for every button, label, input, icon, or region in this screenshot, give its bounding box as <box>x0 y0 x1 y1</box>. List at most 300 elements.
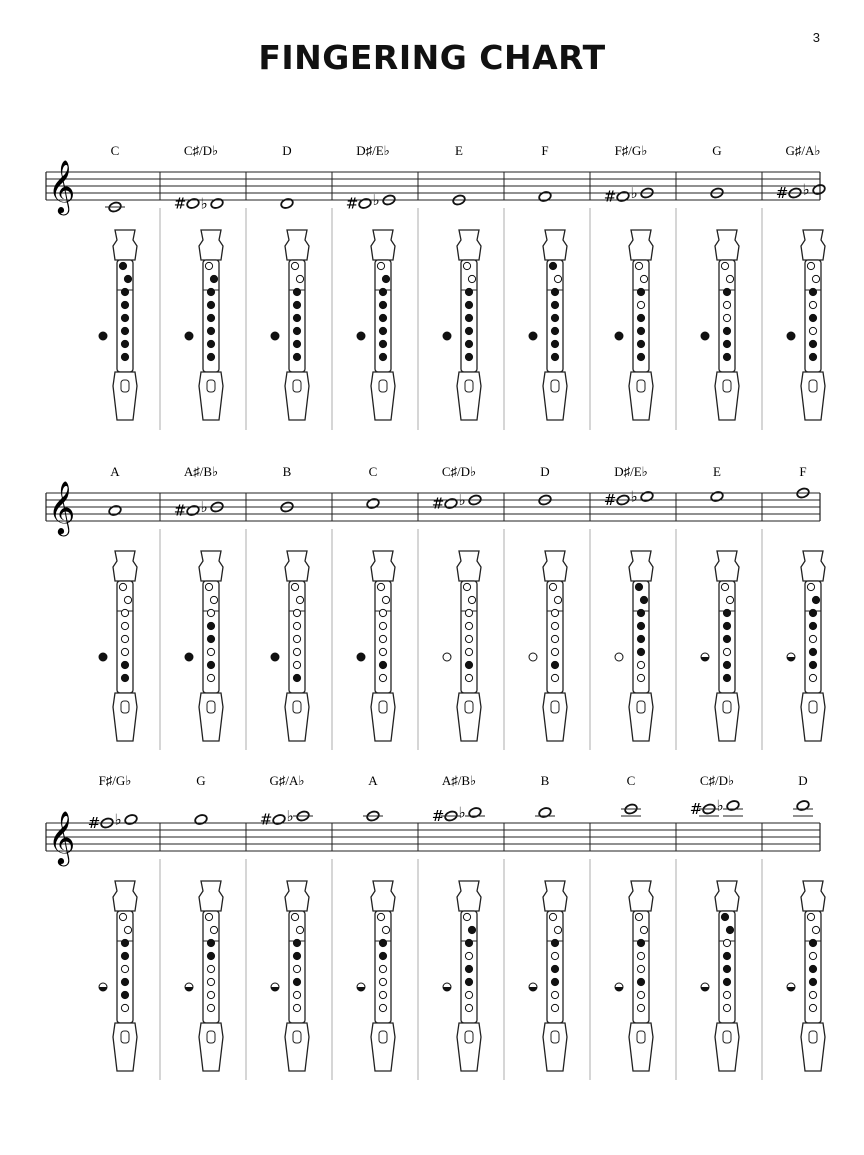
hole-open <box>551 648 558 655</box>
recorder-window <box>379 701 387 713</box>
hole-open <box>551 1004 558 1011</box>
hole-closed <box>637 978 644 985</box>
hole-closed <box>809 965 816 972</box>
hole-closed <box>723 965 730 972</box>
hole-open <box>465 635 472 642</box>
recorder-foot <box>715 693 739 741</box>
whole-note <box>640 491 654 503</box>
hole-closed <box>121 314 128 321</box>
sharp-symbol: # <box>431 807 445 825</box>
recorder-diagram <box>529 551 567 741</box>
hole-open <box>465 609 472 616</box>
hole-closed <box>207 314 214 321</box>
hole-closed <box>551 939 558 946</box>
recorder-window <box>465 701 473 713</box>
recorder-foot <box>543 1023 567 1071</box>
whole-note <box>124 814 138 826</box>
hole-open <box>291 913 298 920</box>
hole-open <box>296 275 303 282</box>
recorder-foot <box>113 1023 137 1071</box>
thumb-hole-closed <box>357 332 365 340</box>
hole-closed <box>293 340 300 347</box>
sharp-symbol: # <box>173 501 187 520</box>
hole-open <box>121 609 128 616</box>
hole-closed <box>640 596 647 603</box>
thumb-hole-closed <box>185 332 193 340</box>
recorder-diagram <box>357 551 395 741</box>
recorder-foot <box>199 1023 223 1071</box>
hole-open <box>205 913 212 920</box>
recorder-diagram <box>701 230 739 420</box>
note-label: C♯/D♭ <box>183 143 219 158</box>
hole-open <box>463 913 470 920</box>
whole-note <box>444 498 458 510</box>
thumb-hole-closed <box>701 332 709 340</box>
treble-clef: 𝄞 <box>48 810 76 864</box>
recorder-window <box>723 1031 731 1043</box>
note-label: F <box>541 143 549 158</box>
hole-closed <box>121 301 128 308</box>
hole-open <box>551 991 558 998</box>
note-label: D <box>798 773 808 788</box>
recorder-foot <box>113 693 137 741</box>
hole-open <box>812 926 819 933</box>
hole-closed <box>637 314 644 321</box>
hole-open <box>551 622 558 629</box>
hole-open <box>291 583 298 590</box>
hole-open <box>377 262 384 269</box>
hole-open <box>293 1004 300 1011</box>
hole-open <box>637 1004 644 1011</box>
hole-closed <box>549 262 556 269</box>
hole-open <box>293 648 300 655</box>
hole-open <box>726 275 733 282</box>
hole-closed <box>465 340 472 347</box>
whole-note <box>616 191 630 203</box>
recorder-diagram <box>615 230 653 420</box>
recorder-diagram <box>615 881 653 1071</box>
hole-closed <box>379 952 386 959</box>
hole-closed <box>637 288 644 295</box>
hole-closed <box>121 978 128 985</box>
hole-closed <box>726 926 733 933</box>
hole-closed <box>121 340 128 347</box>
recorder-window <box>207 380 215 392</box>
recorder-diagram <box>185 881 223 1071</box>
hole-closed <box>207 301 214 308</box>
hole-closed <box>637 609 644 616</box>
recorder-diagram <box>99 230 137 420</box>
hole-open <box>207 978 214 985</box>
recorder-foot <box>285 372 309 420</box>
sharp-symbol: # <box>259 810 273 829</box>
recorder-window <box>293 701 301 713</box>
recorder-head <box>285 230 309 260</box>
hole-open <box>551 952 558 959</box>
hole-open <box>296 596 303 603</box>
hole-open <box>723 314 730 321</box>
recorder-head <box>543 551 567 581</box>
recorder-foot <box>457 693 481 741</box>
recorder-window <box>207 701 215 713</box>
hole-open <box>809 635 816 642</box>
hole-open <box>721 262 728 269</box>
hole-open <box>291 262 298 269</box>
hole-closed <box>551 288 558 295</box>
recorder-diagram <box>271 551 309 741</box>
hole-open <box>377 913 384 920</box>
recorder-foot <box>285 1023 309 1071</box>
note-label: A♯/B♭ <box>441 773 477 788</box>
hole-closed <box>723 661 730 668</box>
hole-open <box>640 275 647 282</box>
recorder-head <box>113 881 137 911</box>
note-label: B <box>282 464 292 479</box>
recorder-window <box>723 380 731 392</box>
whole-note <box>796 800 810 812</box>
recorder-window <box>551 701 559 713</box>
hole-closed <box>207 288 214 295</box>
note-label: G <box>196 773 206 788</box>
hole-closed <box>207 340 214 347</box>
hole-closed <box>465 661 472 668</box>
note-label: G♯/A♭ <box>785 143 821 158</box>
hole-closed <box>637 648 644 655</box>
recorder-window <box>293 1031 301 1043</box>
hole-closed <box>809 609 816 616</box>
hole-open <box>635 913 642 920</box>
recorder-window <box>637 1031 645 1043</box>
recorder-diagram <box>185 551 223 741</box>
recorder-diagram <box>529 881 567 1071</box>
hole-closed <box>207 622 214 629</box>
hole-closed <box>809 622 816 629</box>
thumb-hole-open <box>529 653 537 661</box>
recorder-diagram <box>99 881 137 1071</box>
hole-closed <box>379 939 386 946</box>
treble-clef: 𝄞 <box>48 480 76 534</box>
note-label: D <box>540 464 550 479</box>
hole-closed <box>723 288 730 295</box>
hole-open <box>549 913 556 920</box>
note-label: D <box>282 143 292 158</box>
recorder-head <box>371 551 395 581</box>
thumb-hole-closed <box>443 332 451 340</box>
hole-closed <box>207 353 214 360</box>
hole-open <box>119 583 126 590</box>
recorder-foot <box>715 372 739 420</box>
hole-closed <box>551 353 558 360</box>
recorder-foot <box>715 1023 739 1071</box>
recorder-window <box>723 701 731 713</box>
hole-closed <box>465 353 472 360</box>
recorder-head <box>543 881 567 911</box>
recorder-head <box>629 881 653 911</box>
recorder-foot <box>629 693 653 741</box>
recorder-foot <box>543 693 567 741</box>
hole-closed <box>465 327 472 334</box>
hole-open <box>382 596 389 603</box>
recorder-head <box>457 881 481 911</box>
hole-open <box>637 965 644 972</box>
whole-note <box>210 198 224 210</box>
page-title: FINGERING CHART <box>258 38 606 77</box>
recorder-diagram <box>99 551 137 741</box>
hole-open <box>551 609 558 616</box>
recorder-head <box>457 551 481 581</box>
hole-open <box>121 635 128 642</box>
hole-open <box>121 965 128 972</box>
recorder-diagram <box>701 551 739 741</box>
recorder-window <box>551 1031 559 1043</box>
recorder-foot <box>629 1023 653 1071</box>
hole-closed <box>124 275 131 282</box>
hole-open <box>723 1004 730 1011</box>
hole-closed <box>551 978 558 985</box>
hole-closed <box>207 939 214 946</box>
hole-closed <box>121 939 128 946</box>
whole-note <box>186 198 200 210</box>
hole-closed <box>637 939 644 946</box>
hole-open <box>809 952 816 959</box>
whole-note <box>538 807 552 819</box>
recorder-diagram <box>701 881 739 1071</box>
hole-closed <box>551 965 558 972</box>
thumb-hole-closed <box>615 332 623 340</box>
hole-closed <box>723 353 730 360</box>
recorder-window <box>293 380 301 392</box>
hole-closed <box>382 275 389 282</box>
hole-closed <box>723 340 730 347</box>
hole-open <box>379 978 386 985</box>
hole-closed <box>723 622 730 629</box>
hole-open <box>379 991 386 998</box>
note-label: D♯/E♭ <box>614 464 648 479</box>
hole-open <box>293 965 300 972</box>
sharp-symbol: # <box>431 494 445 513</box>
note-label: A <box>110 464 120 479</box>
hole-closed <box>468 926 475 933</box>
flat-symbol: ♭ <box>630 184 638 202</box>
hole-open <box>635 262 642 269</box>
recorder-window <box>551 380 559 392</box>
hole-closed <box>465 965 472 972</box>
hole-open <box>382 926 389 933</box>
recorder-head <box>285 881 309 911</box>
hole-open <box>554 596 561 603</box>
hole-open <box>296 926 303 933</box>
note-label: C♯/D♭ <box>441 464 477 479</box>
hole-open <box>465 991 472 998</box>
hole-open <box>379 648 386 655</box>
hole-open <box>809 327 816 334</box>
recorder-diagram <box>443 551 481 741</box>
flat-symbol: ♭ <box>458 803 466 822</box>
recorder-diagram <box>787 881 825 1071</box>
thumb-hole-closed <box>185 653 193 661</box>
hole-open <box>723 939 730 946</box>
recorder-foot <box>285 693 309 741</box>
hole-open <box>465 1004 472 1011</box>
flat-symbol: ♭ <box>372 191 380 209</box>
recorder-foot <box>371 1023 395 1071</box>
hole-open <box>207 674 214 681</box>
hole-closed <box>379 340 386 347</box>
recorder-window <box>379 1031 387 1043</box>
hole-closed <box>379 288 386 295</box>
hole-open <box>809 674 816 681</box>
hole-closed <box>551 327 558 334</box>
hole-open <box>809 991 816 998</box>
hole-closed <box>121 991 128 998</box>
recorder-diagram <box>615 551 653 741</box>
recorder-window <box>121 380 129 392</box>
sharp-symbol: # <box>345 194 359 213</box>
recorder-diagram <box>529 230 567 420</box>
recorder-window <box>207 1031 215 1043</box>
flat-symbol: ♭ <box>458 491 466 509</box>
hole-closed <box>809 939 816 946</box>
hole-open <box>210 596 217 603</box>
sharp-symbol: # <box>689 800 703 818</box>
recorder-window <box>121 701 129 713</box>
hole-open <box>124 926 131 933</box>
hole-closed <box>721 913 728 920</box>
recorder-window <box>809 701 817 713</box>
flat-symbol: ♭ <box>200 194 208 213</box>
hole-closed <box>210 275 217 282</box>
recorder-foot <box>457 1023 481 1071</box>
hole-open <box>723 648 730 655</box>
recorder-foot <box>801 693 825 741</box>
hole-open <box>723 991 730 998</box>
recorder-diagram <box>443 881 481 1071</box>
hole-closed <box>809 661 816 668</box>
recorder-diagram <box>271 881 309 1071</box>
hole-closed <box>809 288 816 295</box>
hole-open <box>637 952 644 959</box>
recorder-foot <box>199 693 223 741</box>
recorder-diagram <box>787 551 825 741</box>
hole-closed <box>293 327 300 334</box>
hole-closed <box>293 353 300 360</box>
hole-open <box>551 674 558 681</box>
hole-open <box>293 609 300 616</box>
hole-open <box>379 609 386 616</box>
hole-open <box>293 622 300 629</box>
hole-closed <box>119 262 126 269</box>
whole-note <box>194 814 208 826</box>
hole-closed <box>809 340 816 347</box>
hole-open <box>468 275 475 282</box>
hole-closed <box>809 648 816 655</box>
sharp-symbol: # <box>87 814 101 832</box>
hole-open <box>463 583 470 590</box>
page-number: 3 <box>812 30 820 45</box>
thumb-hole-closed <box>787 332 795 340</box>
hole-open <box>293 661 300 668</box>
recorder-head <box>285 551 309 581</box>
recorder-foot <box>801 1023 825 1071</box>
hole-closed <box>379 301 386 308</box>
recorder-window <box>637 380 645 392</box>
hole-open <box>551 635 558 642</box>
note-label: G <box>712 143 722 158</box>
note-label: A <box>368 773 378 788</box>
hole-open <box>207 1004 214 1011</box>
recorder-foot <box>457 372 481 420</box>
recorder-head <box>543 230 567 260</box>
hole-closed <box>637 327 644 334</box>
hole-closed <box>809 353 816 360</box>
hole-closed <box>207 327 214 334</box>
recorder-head <box>801 551 825 581</box>
whole-note <box>812 184 826 196</box>
hole-open <box>207 648 214 655</box>
hole-open <box>549 583 556 590</box>
hole-open <box>637 674 644 681</box>
recorder-head <box>715 881 739 911</box>
hole-closed <box>465 301 472 308</box>
note-label: C <box>626 773 636 788</box>
hole-open <box>205 262 212 269</box>
thumb-hole-closed <box>99 653 107 661</box>
hole-open <box>637 661 644 668</box>
hole-closed <box>121 674 128 681</box>
thumb-hole-closed <box>357 653 365 661</box>
hole-open <box>207 965 214 972</box>
chart-row <box>46 143 826 430</box>
hole-open <box>293 635 300 642</box>
note-label: F <box>799 464 807 479</box>
recorder-window <box>809 1031 817 1043</box>
thumb-hole-closed <box>271 332 279 340</box>
recorder-head <box>629 551 653 581</box>
recorder-foot <box>371 693 395 741</box>
recorder-diagram <box>357 230 395 420</box>
whole-note <box>108 505 122 517</box>
recorder-head <box>371 230 395 260</box>
hole-closed <box>551 314 558 321</box>
hole-closed <box>207 635 214 642</box>
recorder-head <box>199 551 223 581</box>
recorder-window <box>121 1031 129 1043</box>
recorder-window <box>465 380 473 392</box>
hole-open <box>640 926 647 933</box>
hole-open <box>465 648 472 655</box>
flat-symbol: ♭ <box>200 498 208 516</box>
recorder-head <box>457 230 481 260</box>
recorder-head <box>113 230 137 260</box>
hole-closed <box>293 301 300 308</box>
hole-closed <box>551 661 558 668</box>
thumb-hole-closed <box>271 653 279 661</box>
hole-closed <box>379 353 386 360</box>
hole-open <box>207 609 214 616</box>
sharp-symbol: # <box>603 187 617 206</box>
recorder-foot <box>199 372 223 420</box>
recorder-window <box>637 701 645 713</box>
hole-open <box>379 635 386 642</box>
recorder-window <box>809 380 817 392</box>
recorder-diagram <box>787 230 825 420</box>
thumb-hole-open <box>615 653 623 661</box>
whole-note <box>186 505 200 517</box>
recorder-head <box>801 230 825 260</box>
hole-closed <box>637 635 644 642</box>
hole-open <box>807 913 814 920</box>
hole-closed <box>465 978 472 985</box>
